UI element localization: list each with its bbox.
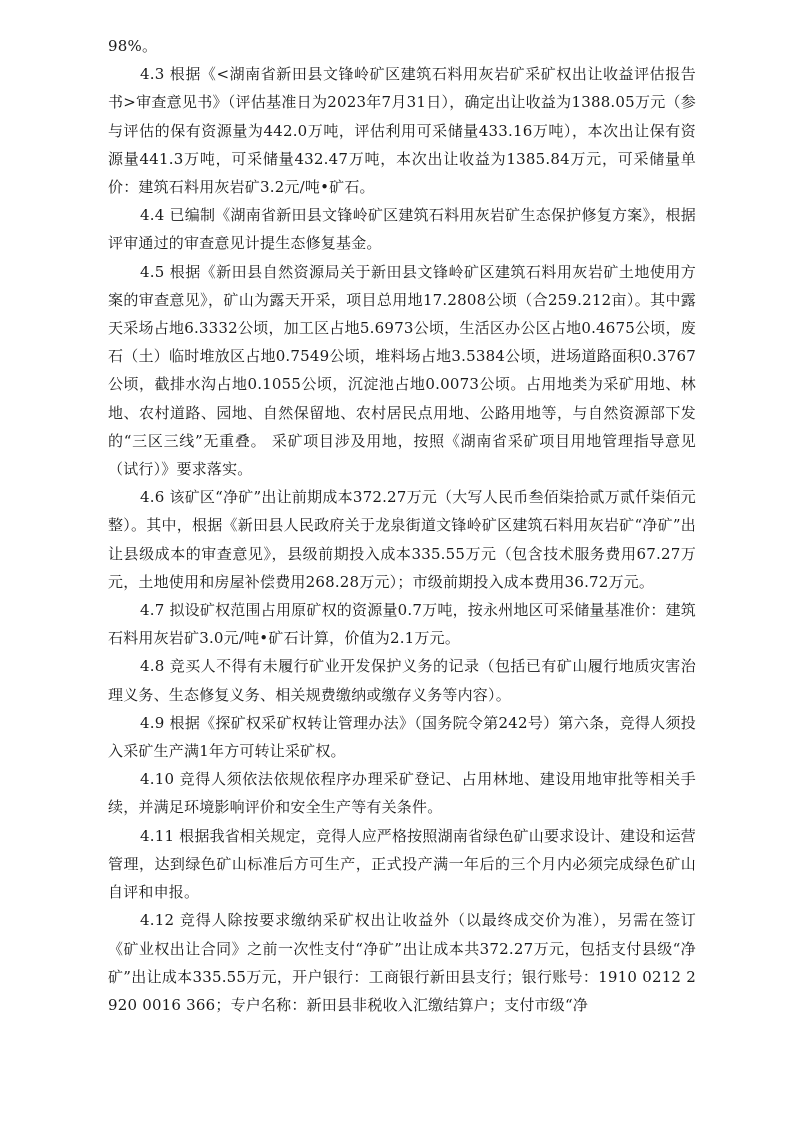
paragraph-4-10: 4.10 竞得人须依法依规依程序办理采矿登记、占用林地、建设用地审批等相关手续，并满足环境影响评价和安全生产等有关条件。 <box>108 770 696 817</box>
paragraph-4-3: 4.3 根据《<湖南省新田县文锋岭矿区建筑石料用灰岩矿采矿权出让收益评估报告书>审查意见书》（评估基准日为2023年7月31日），确定出让收益为1388.05万元（参与评估的保有资源量为442.0万吨，评估利用可采储量433.16万吨），本次出让保有资源量441.3万吨，可采储量432.47万吨，本次出让收益为1385.84万元，可采储量单价：建筑石料用灰岩矿3.2元/吨•矿石。 <box>108 65 696 197</box>
paragraph-continuation: 98%。 <box>108 37 158 55</box>
paragraph-4-9: 4.9 根据《探矿权采矿权转让管理办法》（国务院令第242号）第六条，竞得人须投入采矿生产满1年方可转让采矿权。 <box>108 713 696 761</box>
paragraph-4-11: 4.11 根据我省相关规定，竞得人应严格按照湖南省绿色矿山要求设计、建设和运营管理，达到绿色矿山标准后方可生产，正式投产满一年后的三个月内必须完成绿色矿山自评和申报。 <box>108 826 696 902</box>
paragraph-4-4: 4.4 已编制《湖南省新田县文锋岭矿区建筑石料用灰岩矿生态保护修复方案》，根据评审通过的审查意见计提生态修复基金。 <box>108 206 696 253</box>
paragraph-4-6: 4.6 该矿区“净矿”出让前期成本372.27万元（大写人民币叁佰柒拾贰万贰仟柒佰元整）。其中，根据《新田县人民政府关于龙泉街道文锋岭矿区建筑石料用灰岩矿“净矿”出让县级成本的审查意见》，县级前期投入成本335.55万元（包含技术服务费用67.27万元，土地使用和房屋补偿费用268.28万元）；市级前期投入成本费用36.72万元。 <box>108 488 696 591</box>
paragraph-4-7: 4.7 拟设矿权范围占用原矿权的资源量0.7万吨，按永州地区可采储量基准价：建筑石料用灰岩矿3.0元/吨•矿石计算，价值为2.1万元。 <box>108 601 696 648</box>
paragraph-4-5: 4.5 根据《新田县自然资源局关于新田县文锋岭矿区建筑石料用灰岩矿土地使用方案的审查意见》，矿山为露天开采，项目总用地17.2808公顷（合259.212亩）。其中露天采场占地6.3332公顷，加工区占地5.6973公顷，生活区办公区占地0.4675公顷，废石（土）临时堆放区占地0.7549公顷，堆料场占地3.5384公顷，进场道路面积0.3767公顷，截排水沟占地0.1055公顷，沉淀池占地0.0073公顷。占用地类为采矿用地、林地、农村道路、园地、自然保留地、农村居民点用地、公路用地等，与自然资源部下发的“三区三线”无重叠。 采矿项目涉及用地，按照《湖南省采矿项目用地管理指导意见（试行）》要求落实。 <box>108 262 696 479</box>
document-body <box>108 32 696 1019</box>
paragraph-4-12: 4.12 竞得人除按要求缴纳采矿权出让收益外（以最终成交价为准），另需在签订《矿业权出让合同》之前一次性支付“净矿”出让成本共372.27万元，包括支付县级“净矿”出让成本335.55万元，开户银行：工商银行新田县支行；银行账号：1910 0212 2920 0016 366；专户名称：新田县非税收入汇缴结算户；支付市级“净 <box>108 911 696 1014</box>
paragraph-4-8: 4.8 竞买人不得有未履行矿业开发保护义务的记录（包括已有矿山履行地质灾害治理义务、生态修复义务、相关规费缴纳或缴存义务等内容）。 <box>108 657 696 704</box>
